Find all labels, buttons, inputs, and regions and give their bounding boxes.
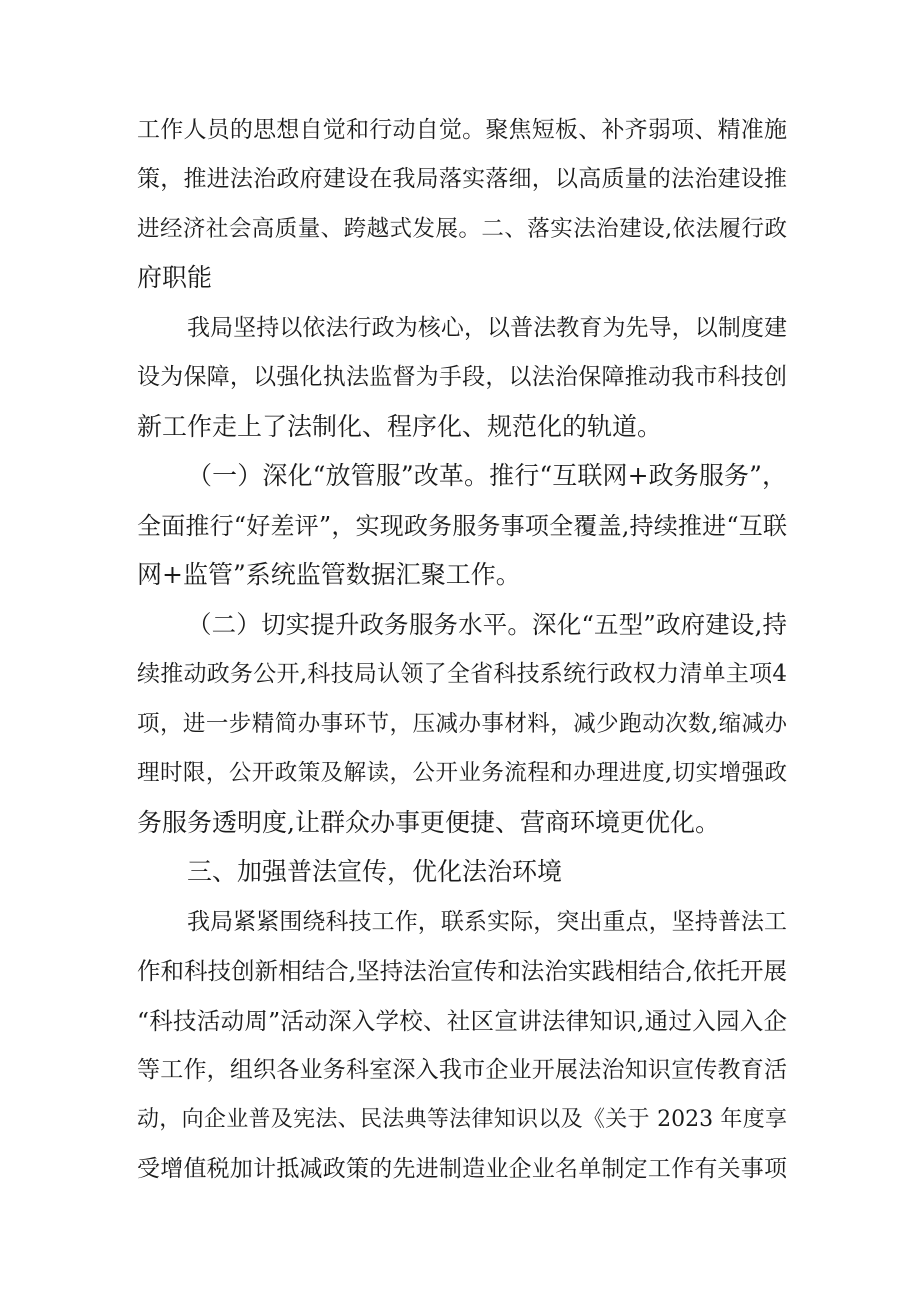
paragraph-line: 策，推进法治政府建设在我局落实落细，以高质量的法治建设推 — [137, 166, 787, 192]
paragraph-line: 进经济社会高质量、跨越式发展。二、落实法治建设,依法履行政 — [137, 216, 787, 242]
paragraph-line: 受增值税加计抵减政策的先进制造业企业名单制定工作有关事项 — [137, 1156, 787, 1182]
paragraph-line: 我局紧紧围绕科技工作，联系实际，突出重点，坚持普法工 — [187, 909, 787, 935]
paragraph-line: （二）切实提升政务服务水平。深化“五型”政府建设,持 — [187, 610, 787, 639]
paragraph-line: （一）深化“放管服”改革。推行“互联网+政务服务”， — [187, 461, 787, 490]
section-heading: 三、加强普法宣传，优化法治环境 — [187, 857, 563, 886]
paragraph-line: 等工作，组织各业务科室深入我市企业开展法治知识宣传教育活 — [137, 1057, 787, 1083]
paragraph-line: 全面推行“好差评”，实现政务服务事项全覆盖,持续推进“互联 — [137, 512, 787, 540]
paragraph-line: 务服务透明度,让群众办事更便捷、营商环境更优化。 — [137, 808, 720, 837]
paragraph-line: 设为保障，以强化执法监督为手段，以法治保障推动我市科技创 — [137, 364, 787, 390]
paragraph-line: 理时限，公开政策及解读，公开业务流程和办理进度,切实增强政 — [137, 760, 787, 786]
paragraph-line: 我局坚持以依法行政为核心，以普法教育为先导，以制度建 — [187, 315, 787, 341]
paragraph-line: 作和科技创新相结合,坚持法治宣传和法治实践相结合,依托开展 — [137, 957, 787, 985]
paragraph-line: 项，进一步精简办事环节，压减办事材料，减少跑动次数,缩减办 — [137, 711, 787, 737]
paragraph-line: 续推动政务公开,科技局认领了全省科技系统行政权力清单主项4 — [137, 661, 787, 687]
paragraph-line: 府职能 — [137, 263, 213, 292]
paragraph-line: 新工作走上了法制化、程序化、规范化的轨道。 — [137, 412, 663, 441]
paragraph-line: “科技活动周”活动深入学校、社区宣讲法律知识,通过入园入企 — [137, 1007, 787, 1035]
paragraph-line: 网+监管”系统监管数据汇聚工作。 — [137, 560, 521, 589]
paragraph-line: 动，向企业普及宪法、民法典等法律知识以及《关于 2023 年度享 — [137, 1107, 787, 1132]
paragraph-line: 工作人员的思想自觉和行动自觉。聚焦短板、补齐弱项、精准施 — [137, 117, 787, 143]
